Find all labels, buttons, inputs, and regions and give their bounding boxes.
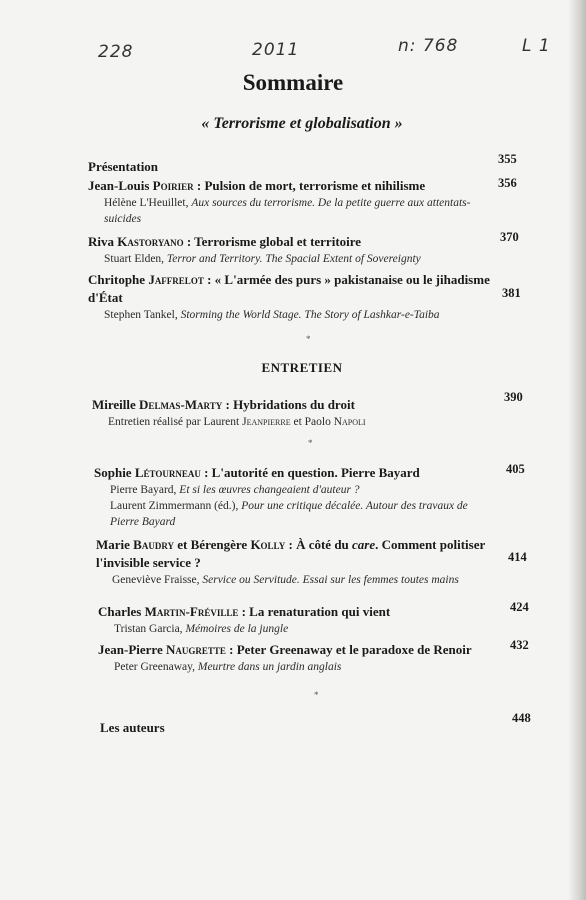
handwritten-note-l1: L 1 (522, 36, 551, 56)
page-title: Sommaire (242, 70, 344, 95)
toc-presentation[interactable] (88, 158, 493, 176)
toc-page-number: 448 (512, 711, 531, 725)
separator-asterisk: * (306, 334, 311, 344)
handwritten-note-year: 2011 (252, 40, 300, 60)
toc-page-number: 356 (498, 176, 517, 190)
entry-heading: Marie Baudry et Bérengère Kolly : À côté du care. Comment politiser l'invisible service ? (96, 537, 486, 570)
entry-review-line: Geneviève Fraisse, Service ou Servitude. Essai sur les femmes toutes mains (112, 574, 459, 586)
toc-page-number: 405 (506, 462, 525, 476)
entry-review-line: Stuart Elden, Terror and Territory. The Spacial Extent of Sovereignty (104, 253, 421, 265)
toc-page-number: 424 (510, 600, 529, 614)
entry-review-line: Pierre Bayard, Et si les œuvres changeaient d'auteur ? (110, 484, 360, 496)
entry-review-line: Stephen Tankel, Storming the World Stage. The Story of Lashkar-e-Taiba (104, 309, 440, 321)
entry-heading: Riva Kastoryano : Terrorisme global et territoire (88, 234, 362, 249)
entry-heading: Jean-Louis Poirier : Pulsion de mort, terrorisme et nihilisme (88, 178, 426, 193)
entry-heading: Mireille Delmas-Marty : Hybridations du droit (92, 397, 355, 412)
entry-review-line: Hélène L'Heuillet, Aux sources du terrorisme. De la petite guerre aux attentats-suicides (104, 197, 471, 225)
issue-theme: « Terrorisme et globalisation » (201, 115, 403, 132)
handwritten-note-228: 228 (98, 42, 134, 62)
page-edge-shadow (568, 0, 586, 900)
toc-entry[interactable] (88, 271, 493, 323)
entry-review-line: Entretien réalisé par Laurent Jeanpierre et Paolo Napoli (108, 416, 366, 428)
toc-entry[interactable] (94, 464, 499, 530)
toc-entry[interactable] (98, 641, 518, 675)
entry-review-line: Peter Greenaway, Meurtre dans un jardin anglais (114, 661, 342, 673)
toc-entry[interactable] (88, 233, 493, 267)
toc-entry[interactable] (92, 396, 497, 430)
toc-label: Présentation (88, 159, 159, 174)
entry-heading: Jean-Pierre Naugrette : Peter Greenaway et le paradoxe de Renoir (98, 642, 472, 657)
toc-page-number: 432 (510, 638, 529, 652)
entry-review-line: Laurent Zimmermann (éd.), Pour une critique décalée. Autour des travaux de Pierre Bayard (110, 500, 468, 528)
toc-page-number: 370 (500, 230, 519, 244)
toc-entry[interactable] (96, 536, 501, 588)
entry-review-line: Tristan Garcia, Mémoires de la jungle (114, 623, 289, 635)
toc-page-number: 381 (502, 286, 521, 300)
separator-asterisk: * (308, 438, 313, 448)
entry-heading: Chritophe Jaffrelot : « L'armée des purs » pakistanaise ou le jihadisme d'État (88, 272, 490, 305)
toc-page-number: 390 (504, 390, 523, 404)
toc-page-number: 414 (508, 550, 527, 564)
entry-heading: Sophie Létourneau : L'autorité en question. Pierre Bayard (94, 465, 420, 480)
toc-authors[interactable] (100, 719, 505, 737)
toc-entry[interactable] (88, 177, 493, 227)
entry-heading: Charles Martin-Fréville : La renaturation qui vient (98, 604, 391, 619)
separator-asterisk: * (314, 690, 319, 700)
toc-entry[interactable] (98, 603, 503, 637)
handwritten-note-number: n: 768 (398, 36, 459, 56)
toc-label: Les auteurs (100, 720, 165, 735)
toc-page-number: 355 (498, 152, 517, 166)
section-heading: ENTRETIEN (261, 360, 343, 375)
